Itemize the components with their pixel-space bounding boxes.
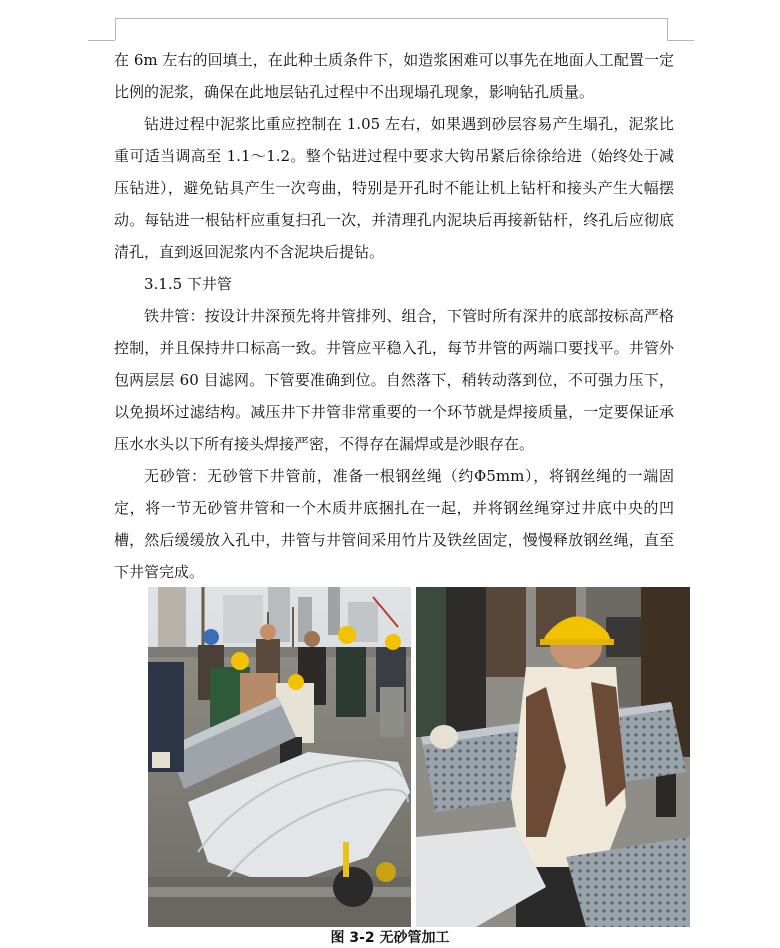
figure-caption: 图 3-2 无砂管加工 [330,930,450,946]
document-page [114,44,674,588]
figure-photos [148,587,690,927]
paragraph-sandless-pipe: 无砂管：无砂管下井管前，准备一根钢丝绳（约Φ5mm），将钢丝绳的一端固定，将一节无砂管井管和一个木质井底捆扎在一起，并将钢丝绳穿过井底中央的凹槽，然后缓缓放入孔中，井管与井管间采用竹片及铁丝固定，慢慢释放钢丝绳，直至下井管完成。 [114,467,674,581]
section-heading: 3.1.5 下井管 [144,275,232,293]
crop-mark-right-h [667,40,694,41]
page-top-border [115,18,667,19]
crop-mark-left [115,18,116,40]
crop-mark-right [667,18,668,40]
photo-workers-wrapping-pipe [148,587,411,927]
paragraph-drilling-mud: 钻进过程中泥浆比重应控制在 1.05 左右，如果遇到砂层容易产生塌孔，泥浆比重可适当调高至 1.1～1.2。整个钻进过程中要求大钩吊紧后徐徐给进（始终处于减压钻进），避免钻具产生一次弯曲，特别是开孔时不能让机上钻杆和接头产生大幅摆动。每钻进一根钻杆应重复扫孔一次，并清理孔内泥块后再接新钻杆，终孔后应彻底清孔，直到返回泥浆内不含泥块后提钻。 [114,115,674,261]
crop-mark-left-h [88,40,115,41]
photo-worker-close-up [416,587,690,927]
paragraph-backfill: 在 6m 左右的回填土，在此种土质条件下，如造浆困难可以事先在地面人工配置一定比例的泥浆，确保在此地层钻孔过程中不出现塌孔现象，影响钻孔质量。 [114,51,674,101]
paragraph-iron-pipe: 铁井管：按设计井深预先将井管排列、组合，下管时所有深井的底部按标高严格控制，并且保持井口标高一致。井管应平稳入孔，每节井管的两端口要找平。井管外包两层层 60 目滤网。下管要准确到位。自然落下，稍转动落到位，不可强力压下，以免损坏过滤结构。减压井下井管非常重要的一个环节就是焊接质量，一定要保证承压水水头以下所有接头焊接严密，不得存在漏焊或是沙眼存在。 [114,307,674,453]
